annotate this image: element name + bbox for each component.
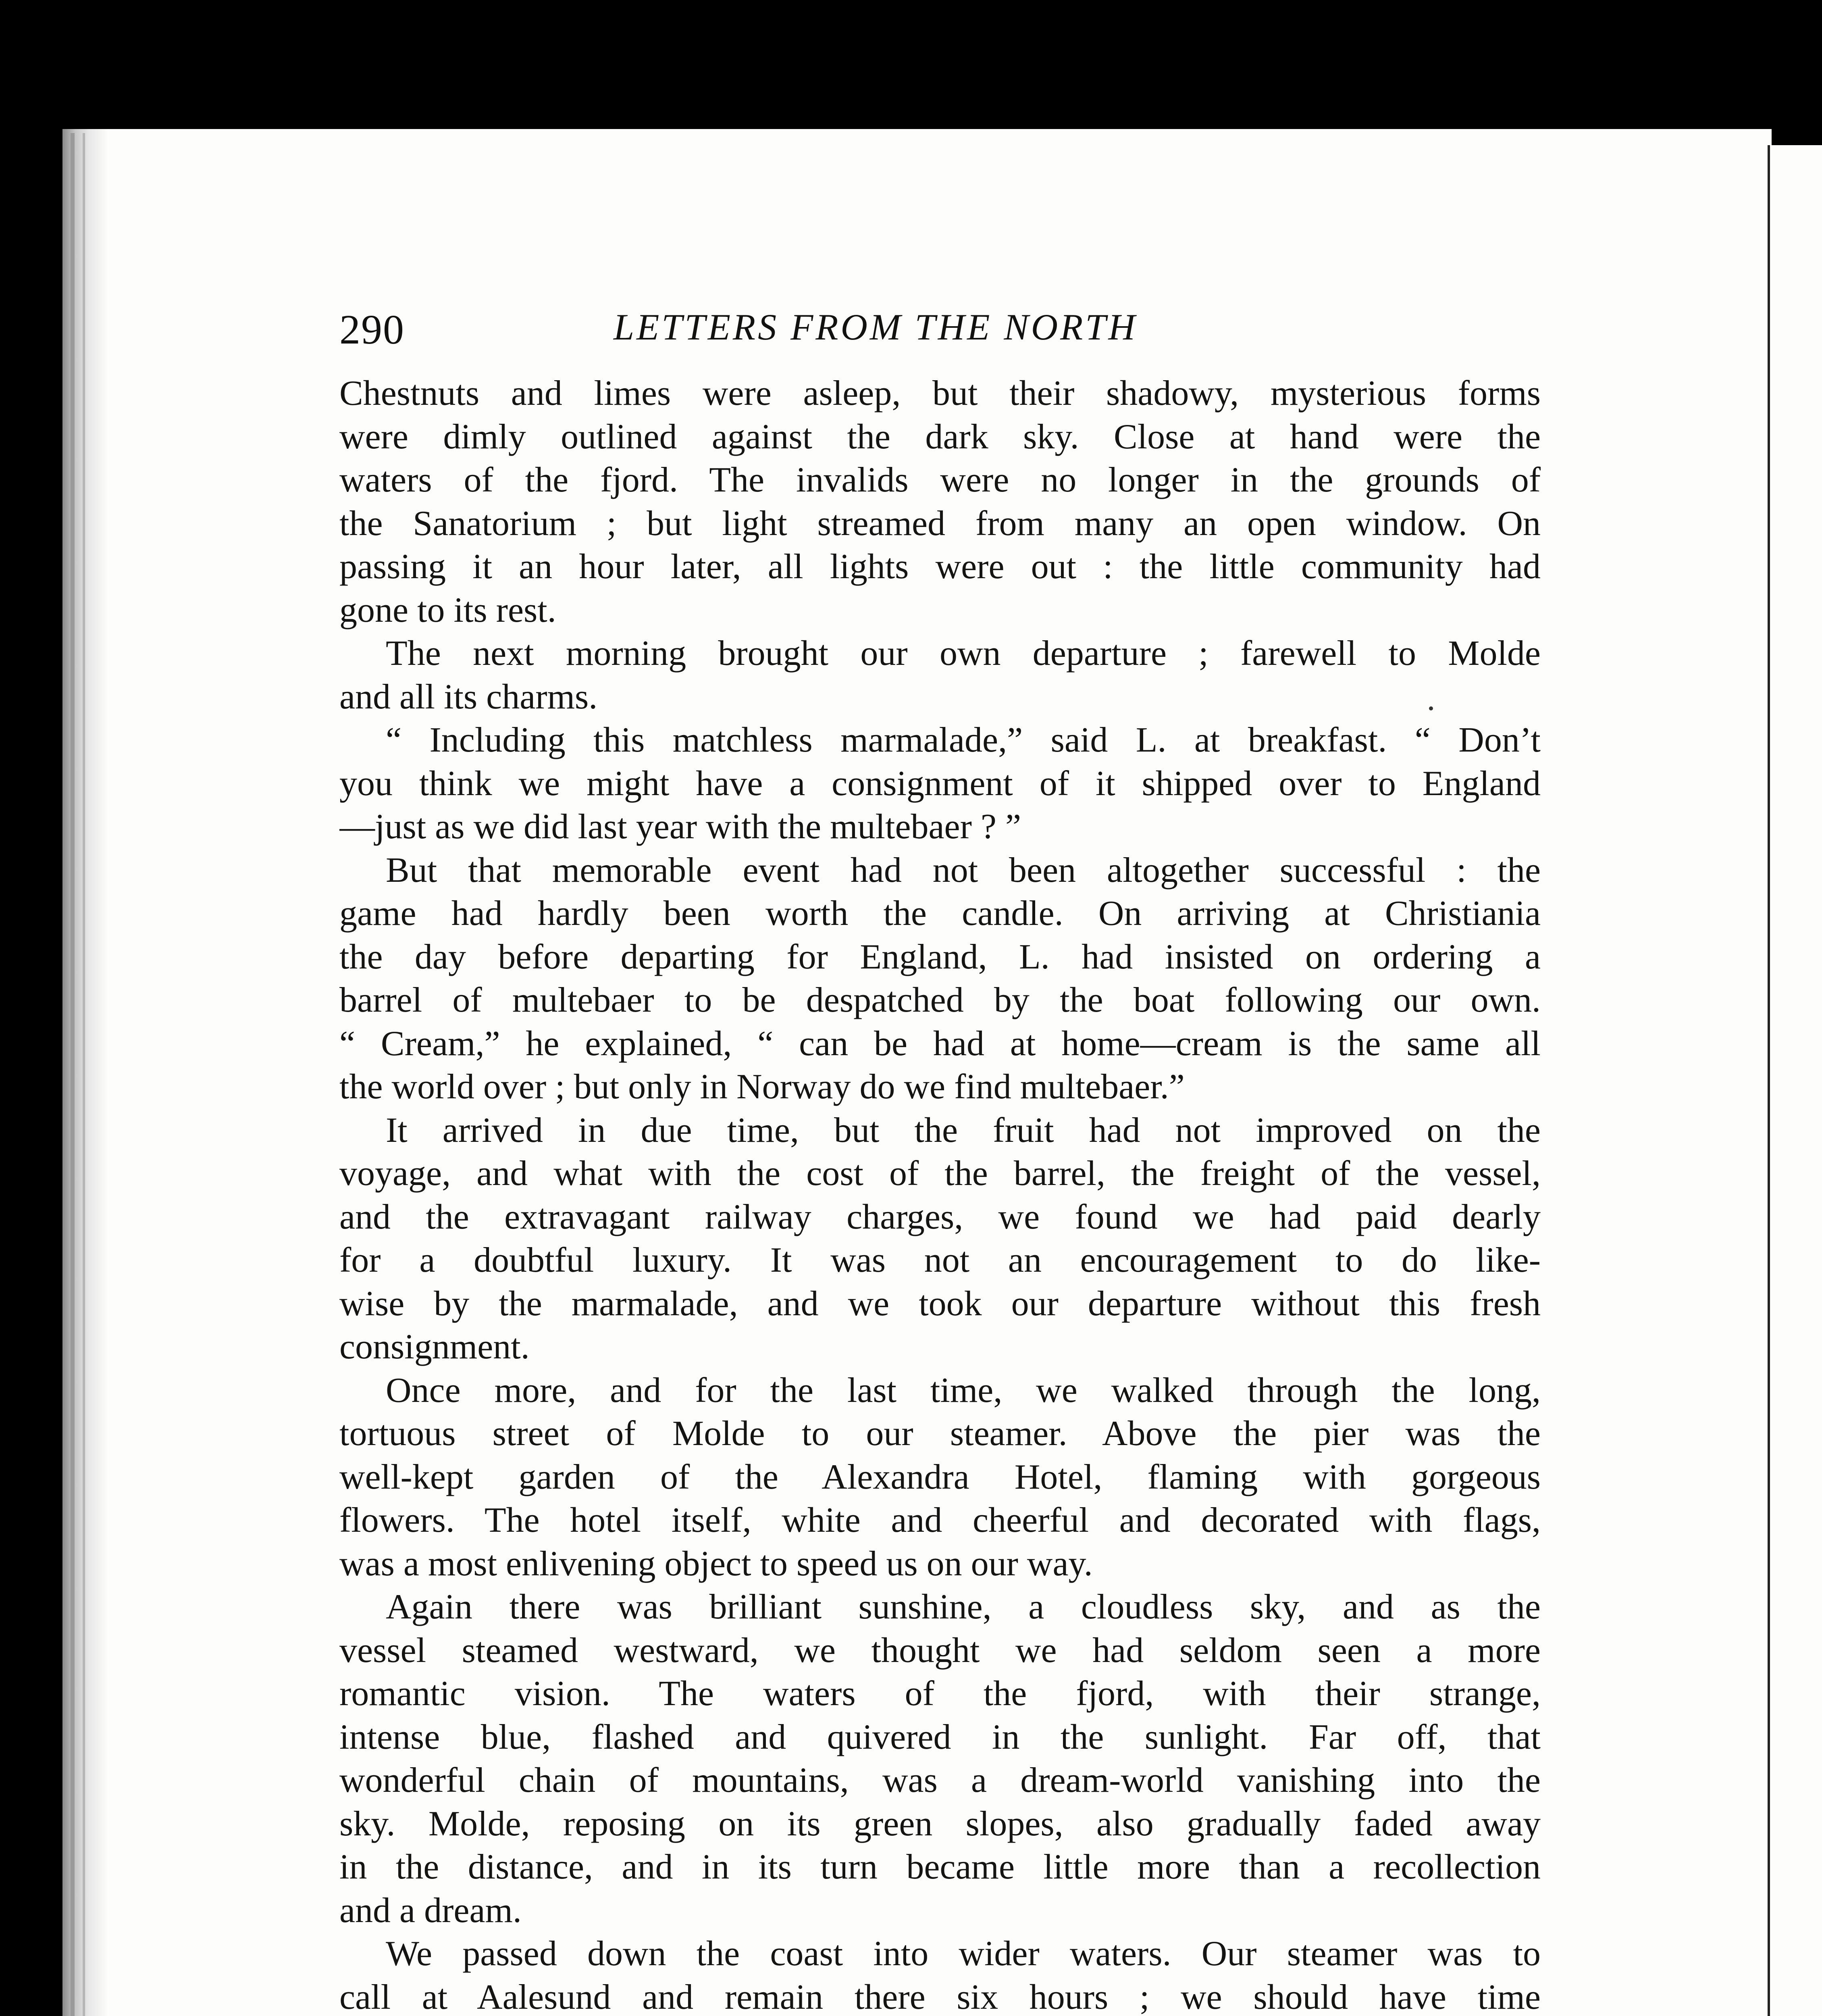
text-line: wonderful chain of mountains, was a dream-world vanishing into the bbox=[339, 1761, 1541, 1800]
text-line: consignment. bbox=[339, 1327, 530, 1366]
running-title: LETTERS FROM THE NORTH bbox=[614, 306, 1138, 348]
text-line: the world over ; but only in Norway do we find multebaer.” bbox=[339, 1067, 1185, 1106]
text-line: you think we might have a consignment of it shipped over to England bbox=[339, 764, 1541, 803]
text-line: It arrived in due time, but the fruit had not improved on the bbox=[386, 1110, 1541, 1150]
text-line: wise by the marmalade, and we took our departure without this fresh bbox=[339, 1284, 1541, 1323]
text-line: But that memorable event had not been altogether successful : the bbox=[386, 850, 1541, 890]
text-line: We passed down the coast into wider waters. Our steamer was to bbox=[386, 1934, 1541, 1973]
text-line: the Sanatorium ; but light streamed from many an open window. On bbox=[339, 504, 1541, 543]
text-line: waters of the fjord. The invalids were no longer in the grounds of bbox=[339, 460, 1541, 500]
gutter-line bbox=[71, 133, 75, 2016]
print-speck bbox=[1429, 706, 1433, 710]
text-line: barrel of multebaer to be despatched by the boat following our own. bbox=[339, 981, 1541, 1020]
text-line: —just as we did last year with the multebaer ? ” bbox=[339, 807, 1021, 846]
next-page-edge bbox=[1741, 145, 1822, 2016]
text-line: Once more, and for the last time, we walked through the long, bbox=[386, 1370, 1541, 1410]
text-line: Chestnuts and limes were asleep, but their shadowy, mysterious forms bbox=[339, 374, 1541, 413]
text-line: intense blue, flashed and quivered in the sunlight. Far off, that bbox=[339, 1717, 1541, 1757]
text-line: and the extravagant railway charges, we found we had paid dearly bbox=[339, 1197, 1541, 1237]
text-line: well-kept garden of the Alexandra Hotel, flaming with gorgeous bbox=[339, 1457, 1541, 1497]
text-line: “ Cream,” he explained, “ can be had at home—cream is the same all bbox=[339, 1024, 1541, 1063]
text-line: tortuous street of Molde to our steamer. Above the pier was the bbox=[339, 1414, 1541, 1453]
text-line: flowers. The hotel itself, white and cheerful and decorated with flags, bbox=[339, 1501, 1541, 1540]
text-line: “ Including this matchless marmalade,” said L. at breakfast. “ Don’t bbox=[386, 721, 1541, 760]
text-line: for a doubtful luxury. It was not an encouragement to do like- bbox=[339, 1241, 1541, 1280]
text-line: voyage, and what with the cost of the barrel, the freight of the vessel, bbox=[339, 1154, 1541, 1193]
text-line: in the distance, and in its turn became little more than a recollection bbox=[339, 1847, 1541, 1887]
text-line: and a dream. bbox=[339, 1891, 522, 1930]
text-line: call at Aalesund and remain there six hours ; we should have time bbox=[339, 1977, 1541, 2016]
text-line: game had hardly been worth the candle. On arriving at Christiania bbox=[339, 894, 1541, 933]
text-line: the day before departing for England, L. had insisted on ordering a bbox=[339, 937, 1541, 977]
text-line: romantic vision. The waters of the fjord, with their strange, bbox=[339, 1674, 1541, 1713]
text-line: was a most enlivening object to speed us on our way. bbox=[339, 1544, 1093, 1583]
text-line: gone to its rest. bbox=[339, 590, 556, 630]
text-line: vessel steamed westward, we thought we had seldom seen a more bbox=[339, 1631, 1541, 1670]
page-header bbox=[339, 306, 1541, 354]
page-number: 290 bbox=[339, 306, 405, 353]
text-line: and all its charms. bbox=[339, 677, 598, 716]
text-line: passing it an hour later, all lights were out : the little community had bbox=[339, 547, 1541, 586]
text-line: were dimly outlined against the dark sky. Close at hand were the bbox=[339, 417, 1541, 456]
text-line: sky. Molde, reposing on its green slopes, also gradually faded away bbox=[339, 1804, 1541, 1843]
text-line: Again there was brilliant sunshine, a cloudless sky, and as the bbox=[386, 1587, 1541, 1627]
next-page-border bbox=[1768, 145, 1770, 2016]
gutter-line bbox=[83, 133, 85, 2016]
text-line: The next morning brought our own departure ; farewell to Molde bbox=[386, 634, 1541, 673]
body-text bbox=[339, 372, 1541, 2016]
